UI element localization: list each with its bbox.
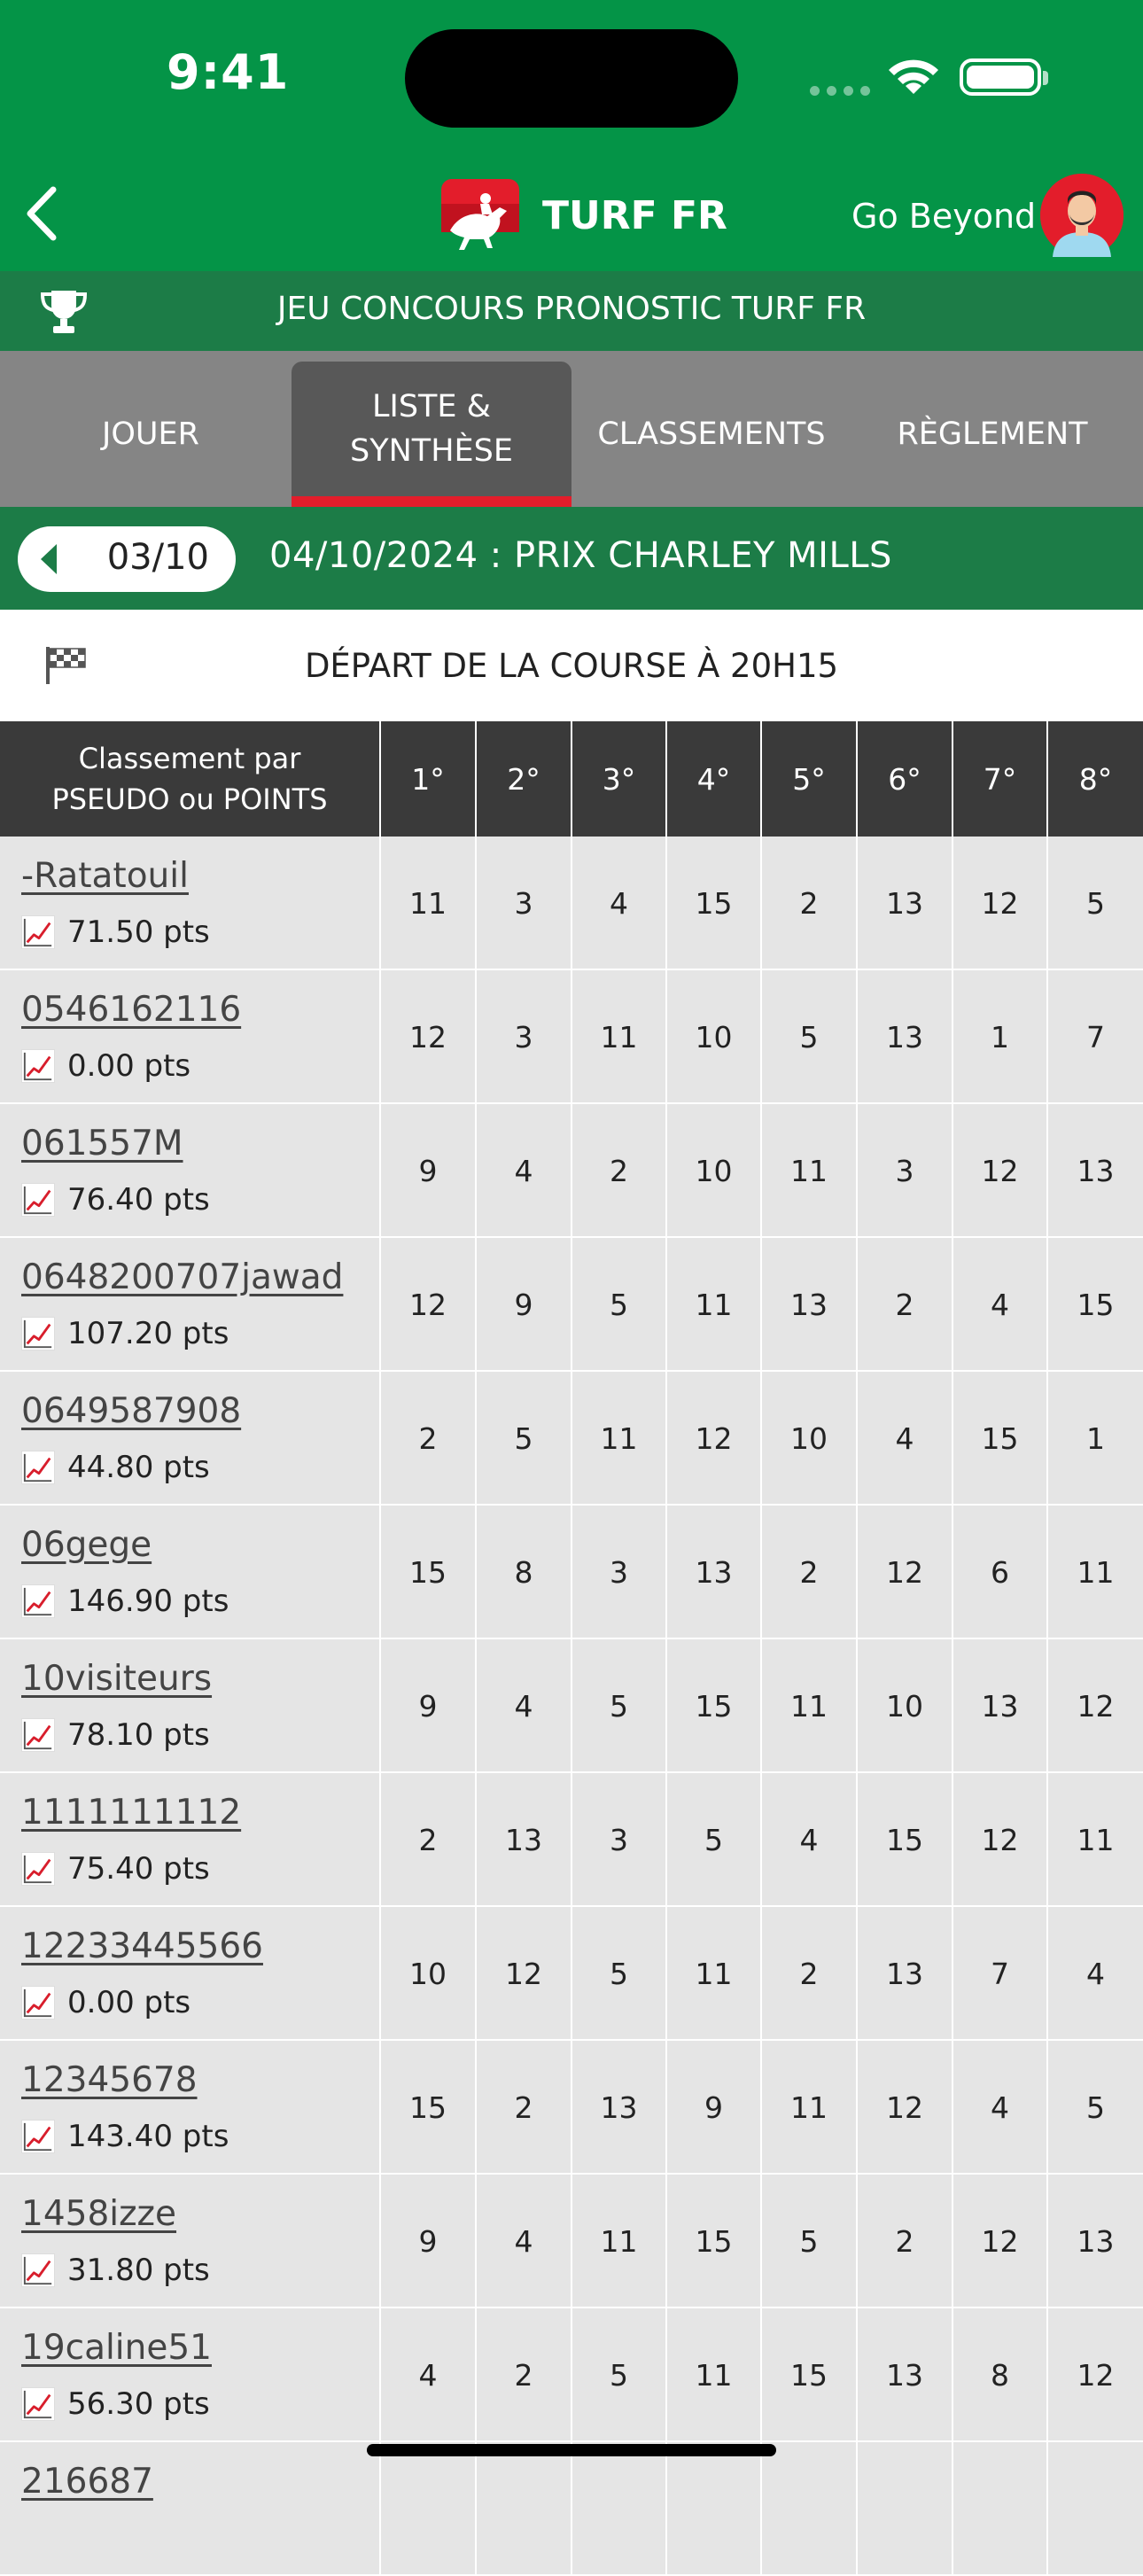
user-avatar-icon: [1040, 174, 1124, 257]
header-position: 1°: [381, 721, 477, 837]
player-points: [21, 1180, 210, 1219]
table-row: [0, 1372, 1143, 1506]
pick-cell: 1: [953, 970, 1048, 1104]
pick-cell: 11: [572, 2175, 667, 2308]
pick-cell: 11: [667, 2308, 762, 2442]
points-value: 71.50 pts: [67, 914, 210, 950]
player-cell: [0, 2308, 381, 2442]
trend-chart-icon: [21, 1584, 55, 1618]
pick-cell: [858, 2442, 953, 2576]
status-time: 9:41: [167, 44, 290, 100]
pick-cell: 15: [1077, 1288, 1115, 1322]
pick-cell: 13: [762, 1238, 858, 1372]
pick-cell: [572, 2442, 667, 2576]
pick-cell: 5: [1086, 2090, 1105, 2125]
pick-cell: 15: [762, 2308, 858, 2442]
player-pseudo-link[interactable]: 1458izze: [21, 2194, 177, 2234]
pick-cell: 5: [1086, 886, 1105, 921]
pick-cell: 2: [762, 1907, 858, 2041]
player-cell: [0, 1104, 381, 1238]
pick-cell: 2: [381, 1773, 477, 1907]
pick-cell: 4: [477, 2175, 572, 2308]
turf-logo-icon: [438, 175, 523, 253]
pick-cell: 2: [381, 1372, 477, 1506]
header-position: 4°: [667, 721, 762, 837]
pick-cell: 9: [381, 1639, 477, 1773]
header-position: 3°: [572, 721, 667, 837]
table-row: [0, 1238, 1143, 1372]
header-position: 7°: [953, 721, 1048, 837]
pick-cell: 5: [762, 2175, 858, 2308]
pick-cell: 2: [858, 2175, 953, 2308]
pick-cell: 11: [762, 1639, 858, 1773]
pick-cell: 10: [858, 1639, 953, 1773]
pick-cell: 9: [667, 2041, 762, 2175]
player-points: [21, 1448, 210, 1487]
points-value: 146.90 pts: [67, 1584, 229, 1619]
player-cell: [0, 837, 381, 970]
pick-cell: 12: [858, 2041, 953, 2175]
pick-cell: [1048, 2442, 1143, 2576]
pick-cell: 10: [381, 1907, 477, 2041]
trend-chart-icon: [21, 2120, 55, 2153]
contest-title: JEU CONCOURS PRONOSTIC TURF FR: [276, 291, 867, 327]
race-title: 04/10/2024 : PRIX CHARLEY MILLS: [269, 535, 892, 576]
pick-cell: 12: [953, 1773, 1048, 1907]
pick-cell: 10: [667, 1104, 762, 1238]
pick-cell: 12: [953, 1104, 1048, 1238]
tab-jouer[interactable]: JOUER: [102, 416, 199, 452]
race-index: 03/10: [106, 537, 209, 578]
pick-cell: 15: [953, 1372, 1048, 1506]
points-value: 0.00 pts: [67, 1048, 191, 1084]
trend-chart-icon: [21, 1718, 55, 1752]
pick-cell: 2: [477, 2308, 572, 2442]
player-cell: [0, 2442, 381, 2576]
pick-cell: 5: [572, 2308, 667, 2442]
tab-classements[interactable]: CLASSEMENTS: [597, 416, 826, 452]
pick-cell: 2: [572, 1104, 667, 1238]
dynamic-island: [405, 29, 738, 128]
pick-cell: 13: [858, 837, 953, 970]
trend-chart-icon: [21, 1317, 55, 1350]
pick-cell: 11: [1077, 1555, 1115, 1590]
player-pseudo-link[interactable]: 1111111112: [21, 1793, 242, 1833]
pick-cell: 15: [667, 2175, 762, 2308]
pick-cell: 7: [1086, 1020, 1105, 1055]
header-position: 6°: [858, 721, 953, 837]
pick-cell: 13: [1077, 2224, 1115, 2259]
pick-cell: 12: [477, 1907, 572, 2041]
pick-cell: 9: [381, 1104, 477, 1238]
player-cell: [0, 1238, 381, 1372]
pick-cell: 4: [762, 1773, 858, 1907]
app-header: [0, 0, 1143, 271]
points-value: 56.30 pts: [67, 2386, 210, 2422]
pick-cell: 2: [858, 1238, 953, 1372]
header-position: 8°: [1078, 761, 1113, 797]
points-value: 0.00 pts: [67, 1985, 191, 2020]
trend-chart-icon: [21, 1451, 55, 1484]
pick-cell: 12: [1077, 1689, 1115, 1724]
table-row: [0, 970, 1143, 1104]
back-arrow-icon[interactable]: [11, 174, 82, 253]
pick-cell: 4: [572, 837, 667, 970]
player-pseudo-link[interactable]: 10visiteurs: [21, 1659, 213, 1699]
pick-cell: 11: [762, 1104, 858, 1238]
pick-cell: 11: [572, 970, 667, 1104]
table-row: [0, 2442, 1143, 2576]
tab-liste-synthese[interactable]: LISTE & SYNTHÈSE: [292, 362, 572, 507]
player-points: [21, 1983, 190, 2022]
table-row: [0, 1104, 1143, 1238]
wifi-icon: [884, 55, 943, 97]
pick-cell: 2: [477, 2041, 572, 2175]
pick-cell: 12: [953, 2175, 1048, 2308]
user-name[interactable]: Go Beyond: [851, 197, 1037, 236]
pick-cell: 13: [858, 2308, 953, 2442]
battery-icon: [960, 58, 1041, 96]
pick-cell: 11: [762, 2041, 858, 2175]
pick-cell: 11: [667, 1238, 762, 1372]
pick-cell: 6: [953, 1506, 1048, 1639]
contest-banner: [0, 271, 1143, 351]
player-cell: [0, 2041, 381, 2175]
pick-cell: 8: [477, 1506, 572, 1639]
trend-chart-icon: [21, 1049, 55, 1083]
table-row: [0, 1907, 1143, 2041]
player-pseudo-link[interactable]: 06gege: [21, 1525, 152, 1565]
pick-cell: 12: [858, 1506, 953, 1639]
departure-info: [0, 610, 1143, 721]
trend-chart-icon: [21, 1852, 55, 1886]
table-row: [0, 1506, 1143, 1639]
table-row: [0, 1773, 1143, 1907]
points-value: 44.80 pts: [67, 1450, 210, 1485]
player-cell: [0, 970, 381, 1104]
pick-cell: [667, 2442, 762, 2576]
pick-cell: 13: [953, 1639, 1048, 1773]
player-points: [21, 1314, 229, 1353]
pick-cell: 12: [381, 970, 477, 1104]
pick-cell: 13: [572, 2041, 667, 2175]
sort-header[interactable]: Classement par PSEUDO ou POINTS: [0, 721, 381, 837]
pick-cell: 13: [1077, 1154, 1115, 1188]
points-value: 107.20 pts: [67, 1316, 229, 1351]
cellular-signal-icon: [810, 78, 872, 96]
pick-cell: [477, 2442, 572, 2576]
player-points: [21, 1047, 190, 1086]
pick-cell: 1: [1086, 1421, 1105, 1456]
table-row: [0, 2175, 1143, 2308]
player-points: [21, 2117, 229, 2156]
pick-cell: 15: [381, 1506, 477, 1639]
pick-cell: 4: [953, 2041, 1048, 2175]
race-selector-bar: [0, 507, 1143, 610]
pick-cell: 15: [667, 1639, 762, 1773]
pick-cell: 9: [477, 1238, 572, 1372]
pick-cell: 2: [762, 837, 858, 970]
home-indicator: [367, 2444, 776, 2456]
table-row: [0, 2041, 1143, 2175]
race-index-selector[interactable]: [18, 526, 236, 592]
pick-cell: [381, 2442, 477, 2576]
pick-cell: 13: [667, 1506, 762, 1639]
pick-cell: 3: [477, 837, 572, 970]
table-row: [0, 1639, 1143, 1773]
player-pseudo-link[interactable]: -Ratatouil: [21, 856, 189, 896]
pick-cell: 5: [572, 1238, 667, 1372]
player-points: [21, 1582, 229, 1621]
player-pseudo-link[interactable]: 061557M: [21, 1124, 183, 1163]
pick-cell: 3: [858, 1104, 953, 1238]
player-pseudo-link[interactable]: 12233445566: [21, 1926, 263, 1966]
pick-cell: 11: [1077, 1823, 1115, 1857]
pick-cell: 4: [477, 1104, 572, 1238]
pick-cell: 10: [667, 970, 762, 1104]
chevron-left-icon[interactable]: [37, 542, 60, 576]
pick-cell: 5: [762, 970, 858, 1104]
player-cell: [0, 1639, 381, 1773]
pick-cell: 4: [381, 2308, 477, 2442]
pick-cell: 11: [381, 837, 477, 970]
pick-cell: 15: [858, 1773, 953, 1907]
trend-chart-icon: [21, 1183, 55, 1217]
pick-cell: 15: [381, 2041, 477, 2175]
pick-cell: 12: [381, 1238, 477, 1372]
table-row: [0, 2308, 1143, 2442]
player-points: [21, 2251, 210, 2290]
pick-cell: 5: [572, 1907, 667, 2041]
pick-cell: 4: [1086, 1957, 1105, 1991]
tab-bar: [0, 351, 1143, 507]
pick-cell: 5: [572, 1639, 667, 1773]
points-value: 143.40 pts: [67, 2119, 229, 2154]
player-pseudo-link[interactable]: 12345678: [21, 2060, 198, 2100]
pick-cell: 2: [762, 1506, 858, 1639]
pick-cell: [762, 2442, 858, 2576]
pick-cell: 11: [572, 1372, 667, 1506]
trend-chart-icon: [21, 2253, 55, 2287]
pick-cell: 5: [477, 1372, 572, 1506]
points-value: 31.80 pts: [67, 2253, 210, 2288]
predictions-table: [0, 837, 1143, 2576]
header-position: 5°: [762, 721, 858, 837]
table-header: [0, 721, 1143, 837]
points-value: 75.40 pts: [67, 1851, 210, 1887]
pick-cell: 13: [477, 1773, 572, 1907]
pick-cell: 12: [667, 1372, 762, 1506]
pick-cell: 13: [858, 1907, 953, 2041]
pick-cell: 13: [858, 970, 953, 1104]
tab-reglement[interactable]: RÈGLEMENT: [897, 416, 1088, 452]
points-value: 78.10 pts: [67, 1717, 210, 1753]
player-cell: [0, 1372, 381, 1506]
player-pseudo-link[interactable]: 19caline51: [21, 2328, 212, 2368]
pick-cell: 7: [953, 1907, 1048, 2041]
pick-cell: 3: [477, 970, 572, 1104]
player-cell: [0, 1907, 381, 2041]
player-cell: [0, 1506, 381, 1639]
trend-chart-icon: [21, 915, 55, 949]
pick-cell: [953, 2442, 1048, 2576]
player-cell: [0, 2175, 381, 2308]
points-value: 76.40 pts: [67, 1182, 210, 1218]
trend-chart-icon: [21, 1986, 55, 2020]
pick-cell: 4: [953, 1238, 1048, 1372]
pick-cell: 8: [953, 2308, 1048, 2442]
pick-cell: 15: [667, 837, 762, 970]
player-pseudo-link[interactable]: 216687: [21, 2462, 153, 2502]
pick-cell: 10: [762, 1372, 858, 1506]
avatar[interactable]: [1040, 174, 1124, 257]
player-points: [21, 1716, 210, 1755]
player-pseudo-link[interactable]: 0649587908: [21, 1391, 242, 1431]
pick-cell: 3: [572, 1773, 667, 1907]
trend-chart-icon: [21, 2387, 55, 2421]
player-pseudo-link[interactable]: 0546162116: [21, 990, 242, 1030]
pick-cell: 4: [858, 1372, 953, 1506]
pick-cell: 12: [953, 837, 1048, 970]
brand-title: TURF FR: [542, 193, 727, 238]
player-pseudo-link[interactable]: 0648200707jawad: [21, 1257, 344, 1297]
pick-cell: 5: [667, 1773, 762, 1907]
pick-cell: 12: [1077, 2358, 1115, 2393]
player-points: [21, 2385, 210, 2424]
player-points: [21, 1849, 210, 1888]
pick-cell: 4: [477, 1639, 572, 1773]
table-row: [0, 837, 1143, 970]
pick-cell: 11: [667, 1907, 762, 2041]
departure-time-text: DÉPART DE LA COURSE À 20H15: [304, 647, 839, 685]
player-cell: [0, 1773, 381, 1907]
pick-cell: 9: [381, 2175, 477, 2308]
pick-cell: 3: [572, 1506, 667, 1639]
player-points: [21, 913, 210, 952]
header-position: 2°: [477, 721, 572, 837]
